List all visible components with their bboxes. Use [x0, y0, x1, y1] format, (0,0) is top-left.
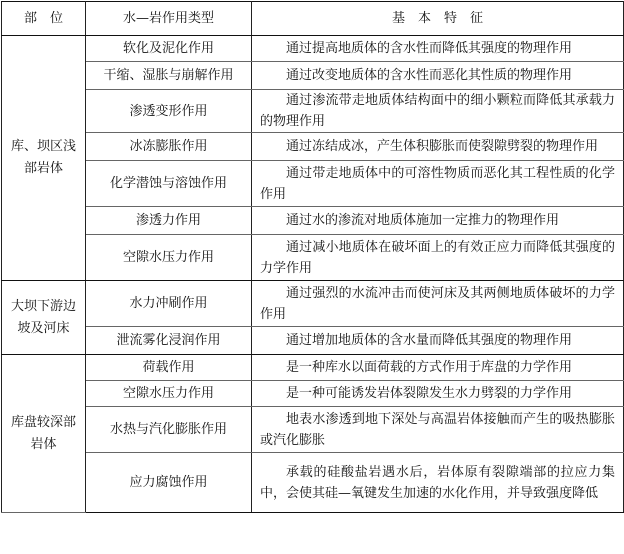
- table-row: [2, 355, 624, 381]
- feature-cell: 通过强烈的水流冲击而使河床及其两侧地质体破坏的力学作用: [252, 281, 624, 327]
- type-cell: 空隙水压力作用: [86, 235, 252, 281]
- table-row: [2, 327, 624, 355]
- header-interaction-type: 水—岩作用类型: [86, 2, 252, 36]
- feature-cell: 通过提高地质体的含水性而降低其强度的物理作用: [252, 36, 624, 62]
- type-cell: 应力腐蚀作用: [86, 453, 252, 513]
- feature-cell: 通过减小地质体在破坏面上的有效正应力而降低其强度的力学作用: [252, 235, 624, 281]
- feature-cell: 通过改变地质体的含水性而恶化其性质的物理作用: [252, 62, 624, 90]
- table-row: [2, 207, 624, 235]
- table-header-row: [2, 2, 624, 36]
- feature-cell: 通过增加地质体的含水量而降低其强度的物理作用: [252, 327, 624, 355]
- table-row: [2, 381, 624, 407]
- type-cell: 软化及泥化作用: [86, 36, 252, 62]
- type-cell: 泄流雾化浸润作用: [86, 327, 252, 355]
- feature-cell: 承载的硅酸盐岩遇水后，岩体原有裂隙端部的拉应力集中，会使其硅—氧键发生加速的水化作用，并导致强度降低: [252, 453, 624, 513]
- header-location: 部 位: [2, 2, 86, 36]
- type-cell: 水热与汽化膨胀作用: [86, 407, 252, 453]
- type-cell: 荷载作用: [86, 355, 252, 381]
- type-cell: 干缩、湿胀与崩解作用: [86, 62, 252, 90]
- table-row: [2, 161, 624, 207]
- table-row: [2, 281, 624, 327]
- table-row: [2, 407, 624, 453]
- water-rock-interaction-table: [1, 1, 624, 513]
- table-row: [2, 36, 624, 62]
- location-cell: 库盘较深部岩体: [2, 355, 86, 513]
- table-row: [2, 133, 624, 161]
- feature-cell: 通过带走地质体中的可溶性物质而恶化其工程性质的化学作用: [252, 161, 624, 207]
- location-cell: 库、坝区浅部岩体: [2, 36, 86, 281]
- type-cell: 空隙水压力作用: [86, 381, 252, 407]
- location-cell: 大坝下游边坡及河床: [2, 281, 86, 355]
- feature-cell: 通过水的渗流对地质体施加一定推力的物理作用: [252, 207, 624, 235]
- type-cell: 冰冻膨胀作用: [86, 133, 252, 161]
- table-row: [2, 62, 624, 90]
- type-cell: 渗透变形作用: [86, 90, 252, 133]
- feature-cell: 地表水渗透到地下深处与高温岩体接触而产生的吸热膨胀或汽化膨胀: [252, 407, 624, 453]
- type-cell: 化学潜蚀与溶蚀作用: [86, 161, 252, 207]
- feature-cell: 通过渗流带走地质体结构面中的细小颗粒而降低其承载力的物理作用: [252, 90, 624, 133]
- feature-cell: 是一种库水以面荷载的方式作用于库盘的力学作用: [252, 355, 624, 381]
- table-row: [2, 90, 624, 133]
- header-basic-features: 基 本 特 征: [252, 2, 624, 36]
- type-cell: 渗透力作用: [86, 207, 252, 235]
- feature-cell: 通过冻结成冰，产生体积膨胀而使裂隙劈裂的物理作用: [252, 133, 624, 161]
- table-row: [2, 235, 624, 281]
- table-row: [2, 453, 624, 513]
- feature-cell: 是一种可能诱发岩体裂隙发生水力劈裂的力学作用: [252, 381, 624, 407]
- type-cell: 水力冲刷作用: [86, 281, 252, 327]
